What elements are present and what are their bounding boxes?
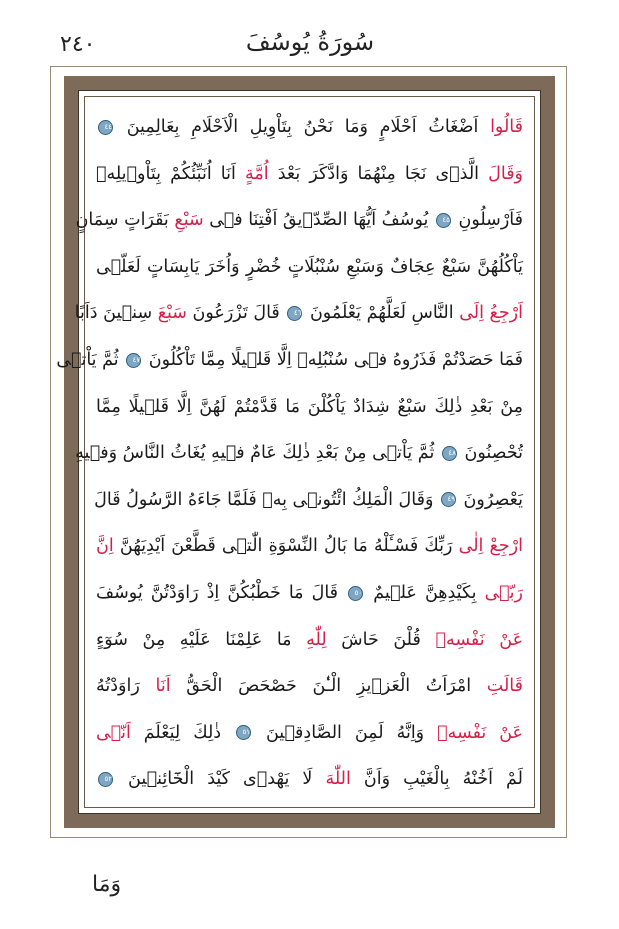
- verse-text: اَضْغَاثُ اَحْلَامٍ وَمَا نَحْنُ بِتَاْوِيلِ الْاَحْلَامِ بِعَالِمِينَ: [115, 117, 491, 137]
- highlighted-word: ارْجِعْ اِلٰى: [458, 536, 523, 557]
- ayah-number-marker: [441, 492, 456, 507]
- verse-text: ذٰلِكَ لِيَعْلَمَ: [130, 722, 235, 743]
- ayah-number-marker: [98, 772, 113, 787]
- verse-text: يُوسُفُ اَيُّهَا الصِّدّٖيقُ اَفْتِنَا فٖى: [203, 210, 434, 231]
- highlighted-word: رَبّٖى: [484, 583, 523, 603]
- highlighted-word: لِلّٰهِ: [306, 629, 327, 650]
- verse-text: النَّاسِ لَعَلَّهُمْ يَعْلَمُونَ: [304, 303, 460, 324]
- highlighted-word: اَرْجِعُ اِلَى: [459, 303, 523, 324]
- verse-text: يَعْصِرُونَ: [457, 489, 523, 510]
- catchword: وَمَا: [92, 872, 122, 897]
- verse-text: وَاِنَّهُ لَمِنَ الصَّادِقٖينَ: [253, 722, 438, 743]
- verse-text: قَالَ تَزْرَعُونَ: [186, 303, 286, 324]
- highlighted-word: وَقَالَ: [488, 163, 524, 184]
- ayah-number-marker: [436, 213, 451, 228]
- highlighted-word: اُمَّةٍ: [245, 163, 269, 184]
- ayah-number: ٤٨: [448, 448, 456, 457]
- highlighted-word: اَنَا: [155, 676, 171, 697]
- verse-text: رَبِّكَ فَسْـَٔلْهُ مَا بَالُ النِّسْوَةِ الّٰتٖى قَطَّعْنَ اَيْدِيَهُنَّ: [113, 536, 459, 557]
- verse-text: فَمَا حَصَدْتُمْ فَذَرُوهُ فٖى سُنْبُلِهٖ اِلَّا قَلٖيلًا مِمَّا تَاْكُلُونَ: [143, 350, 523, 370]
- verse-text: قَالَ مَا خَطْبُكُنَّ اِذْ رَاوَدْتُنَّ يُوسُفَ: [96, 583, 347, 603]
- verse-text: ثُمَّ يَاْتٖى: [56, 350, 125, 370]
- highlighted-word: اِنَّ: [96, 536, 114, 557]
- verse-text: لَا يَهْدٖى كَيْدَ الْخَٓائِنٖينَ: [115, 769, 326, 790]
- verse-text: الَّذٖى نَجَا مِنْهُمَا وَادَّكَرَ بَعْدَ: [268, 163, 489, 184]
- page-number: ٢٤٠: [60, 32, 96, 57]
- surah-title: سُورَةُ يُوسُفَ: [245, 28, 375, 56]
- ayah-number: ٤٥: [442, 215, 450, 224]
- verse-text: لَمْ اَخُنْهُ بِالْغَيْبِ وَاَنَّ: [350, 769, 523, 790]
- ayah-number-marker: [287, 306, 302, 321]
- ayah-number: ٥١: [242, 728, 251, 737]
- highlighted-word: عَنْ نَفْسِهٖ: [437, 722, 523, 743]
- verse-text: وَقَالَ الْمَلِكُ ائْتُونٖى بِهٖ فَلَمَّا جَاءَهُ الرَّسُولُ قَالَ: [94, 489, 439, 510]
- verse-text: امْرَاَتُ الْعَزٖيزِ الْـٰٔنَ حَصْحَصَ الْحَقُّ: [170, 676, 487, 697]
- verse-text: يَاْكُلُهُنَّ سَبْعٌ عِجَافٌ وَسَبْعِ سُنْبُلَاتٍ خُضْرٍ وَاُخَرَ يَابِسَاتٍ لَعَلّٖى: [96, 256, 523, 277]
- verse-text: بِكَيْدِهِنَّ عَلٖيمٌ: [365, 583, 485, 603]
- highlighted-word: سَبْعَ: [157, 303, 187, 324]
- text-line: [96, 752, 523, 806]
- verse-text: ثُمَّ يَاْتٖى مِنْ بَعْدِ ذٰلِكَ عَامٌ فٖيهِ يُغَاثُ النَّاسُ وَفٖيهِ: [75, 443, 440, 464]
- text-block: [56, 100, 524, 800]
- verse-text: اَنَا اُنَبِّئُكُمْ بِتَاْوٖيلِهٖ: [96, 163, 245, 184]
- ayah-number-marker: [442, 446, 457, 461]
- ayah-number-marker: [348, 586, 363, 601]
- highlighted-word: اَنّٖى: [96, 722, 131, 743]
- ayah-number: ٥٢: [104, 774, 112, 783]
- verse-text: مَا عَلِمْنَا عَلَيْهِ مِنْ سُوٓءٍ: [96, 629, 307, 650]
- ayah-number-marker: [98, 120, 113, 135]
- ayah-number: ٤٦: [293, 308, 302, 317]
- ayah-number: ٥٠: [354, 588, 363, 597]
- highlighted-word: اللّٰهَ: [325, 769, 351, 790]
- ayah-number: ٤٤: [104, 122, 112, 131]
- ayah-number-marker: [236, 725, 251, 740]
- verse-text: رَاوَدْتُهُ: [96, 676, 156, 697]
- highlighted-word: قَالَتِ: [486, 676, 523, 697]
- highlighted-word: سَبْعِ: [174, 210, 204, 231]
- verse-text: فَاَرْسِلُونِ: [452, 210, 523, 231]
- page-header: [60, 28, 560, 64]
- ayah-number: ٤٧: [132, 355, 141, 364]
- verse-text: تُحْصِنُونَ: [458, 443, 523, 464]
- verse-text: سِنٖينَ دَاَبًا: [74, 303, 158, 324]
- verse-text: مِنْ بَعْدِ ذٰلِكَ سَبْعٌ شِدَادٌ يَاْكُلْنَ مَا قَدَّمْتُمْ لَهُنَّ اِلَّا قَلٖيلًا مِمَّا: [96, 396, 523, 417]
- verse-text: قُلْنَ حَاشَ: [326, 629, 436, 650]
- highlighted-word: قَالُوا: [490, 117, 523, 137]
- highlighted-word: عَنْ نَفْسِهٖ: [435, 629, 524, 650]
- ayah-number-marker: [126, 353, 141, 368]
- verse-text: بَقَرَاتٍ سِمَانٍ: [75, 210, 175, 231]
- ayah-number: ٤٩: [447, 495, 455, 504]
